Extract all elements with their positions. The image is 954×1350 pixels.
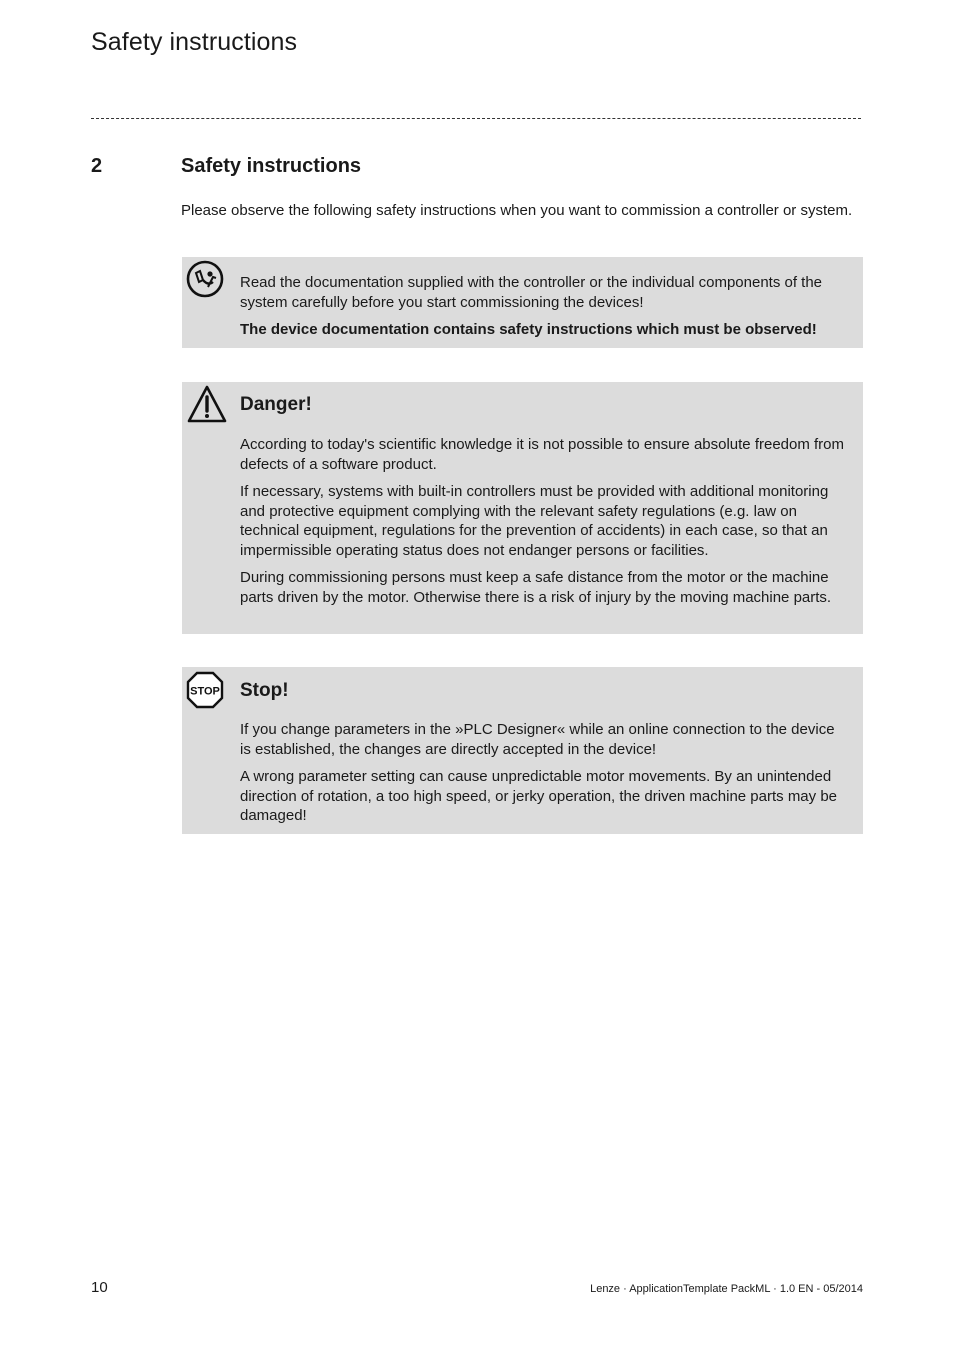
stop-heading: Stop! <box>240 680 289 701</box>
header-divider <box>91 118 861 119</box>
read-documentation-icon <box>186 260 224 303</box>
danger-paragraph: According to today's scientific knowledge it is not possible to ensure absolute freedom from defects of a software product. <box>240 436 845 473</box>
stop-sign-label: STOP <box>190 685 220 698</box>
warning-triangle-icon <box>186 384 228 429</box>
documentation-note-box <box>182 257 863 348</box>
chapter-number: 2 <box>91 155 103 177</box>
chapter-title: Safety instructions <box>181 155 362 177</box>
danger-paragraph: If necessary, systems with built-in controllers must be provided with additional monitoring and protective equipment complying with the relevant safety regulations (e.g. law on technical equipment, regulations for the prevention of accidents) in each case, so that an impermissible operating status does not endanger persons or facilities. <box>240 483 829 559</box>
note-bold-text: The device documentation contains safety instructions which must be observed! <box>240 321 817 338</box>
stop-sign-icon <box>186 671 224 714</box>
danger-notice-box <box>182 382 863 634</box>
danger-paragraph: During commissioning persons must keep a safe distance from the motor or the machine parts driven by the motor. Otherwise there is a risk of injury by the moving machine parts. <box>240 569 832 606</box>
page-number: 10 <box>91 1279 108 1296</box>
footer-text: Lenze · ApplicationTemplate PackML · 1.0 EN - 05/2014 <box>590 1283 863 1295</box>
stop-paragraph: A wrong parameter setting can cause unpredictable motor movements. By an unintended direction of rotation, a too high speed, or jerky operation, the driven machine parts may be damaged! <box>240 768 838 824</box>
danger-heading: Danger! <box>240 394 312 415</box>
stop-notice-box <box>182 667 863 834</box>
running-header: Safety instructions <box>91 28 298 56</box>
note-text: Read the documentation supplied with the controller or the individual components of the system carefully before you start commissioning the devices! <box>240 274 823 311</box>
stop-paragraph: If you change parameters in the »PLC Designer« while an online connection to the device is established, the changes are directly accepted in the device! <box>240 721 835 758</box>
intro-paragraph: Please observe the following safety instructions when you want to commission a controller or system. <box>181 202 853 219</box>
